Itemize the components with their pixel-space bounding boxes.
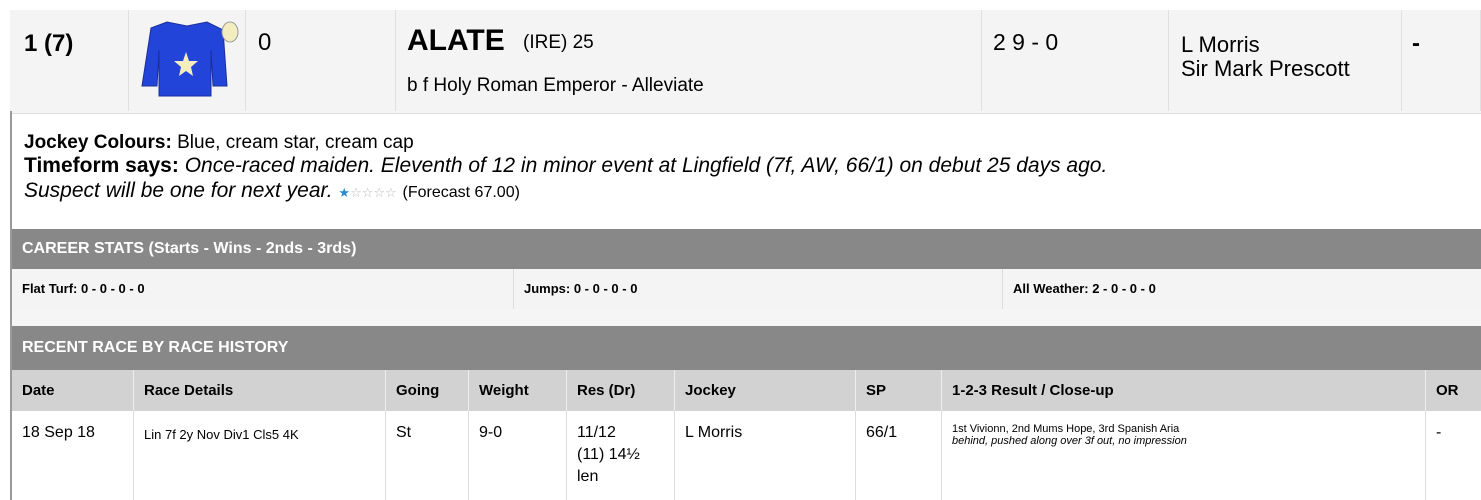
col-result[interactable]: Res (Dr) — [567, 370, 675, 411]
jockey-name[interactable]: L Morris — [1181, 32, 1260, 57]
forecast-value: (Forecast 67.00) — [402, 184, 520, 201]
jockey-trainer-cell — [1169, 10, 1402, 111]
flat-turf-stats: Flat Turf: 0 - 0 - 0 - 0 — [12, 269, 514, 309]
history-table-header — [12, 370, 1481, 411]
jumps-stats: Jumps: 0 - 0 - 0 - 0 — [514, 269, 1003, 309]
row-date: 18 Sep 18 — [12, 411, 134, 500]
row-or: - — [1436, 424, 1442, 441]
row-going: St — [386, 411, 469, 500]
horse-origin-age: (IRE) 25 — [523, 32, 594, 53]
timeform-label: Timeform says: — [24, 154, 179, 177]
timeform-comment-1: Once-raced maiden. Eleventh of 12 in minor event at Lingfield (7f, AW, 66/1) on debut 25 days ago. — [184, 154, 1108, 177]
runner-number-cell — [10, 10, 129, 111]
rating-stars — [338, 185, 396, 200]
extra-cell — [1402, 10, 1481, 111]
race-history-header: RECENT RACE BY RACE HISTORY — [12, 326, 1481, 370]
jockey-colours-line — [24, 131, 414, 154]
table-row[interactable] — [12, 411, 1481, 500]
row-placings: 1st Vivionn, 2nd Mums Hope, 3rd Spanish Aria — [952, 423, 1180, 435]
timeform-line-2 — [24, 178, 520, 205]
career-stats-row — [12, 269, 1481, 309]
row-race-details[interactable]: Lin 7f 2y Nov Div1 Cls5 4K — [134, 411, 386, 500]
col-sp[interactable]: SP — [856, 370, 942, 411]
horse-name-cell — [396, 10, 982, 111]
star-empty-icon: ☆☆☆☆ — [350, 185, 397, 200]
horse-name[interactable]: ALATE — [407, 24, 505, 57]
runner-number: 1 (7) — [24, 30, 74, 57]
col-date[interactable]: Date — [12, 370, 134, 411]
row-jockey[interactable]: L Morris — [675, 411, 856, 500]
extra-value: - — [1412, 30, 1420, 57]
col-race-details[interactable]: Race Details — [134, 370, 386, 411]
row-result: 11/12 (11) 14½ len — [567, 411, 675, 500]
silks-cell — [129, 10, 246, 111]
form-cell — [982, 10, 1169, 111]
row-comment: behind, pushed along over 3f out, no impression — [952, 435, 1187, 447]
draw-cell — [246, 10, 396, 111]
col-close-up[interactable]: 1-2-3 Result / Close-up — [942, 370, 1426, 411]
trainer-name[interactable]: Sir Mark Prescott — [1181, 56, 1350, 81]
col-going[interactable]: Going — [386, 370, 469, 411]
timeform-comment-2: Suspect will be one for next year. — [24, 179, 333, 202]
star-filled-icon: ★ — [338, 185, 351, 200]
col-or[interactable]: OR — [1436, 382, 1459, 399]
jockey-colours-label: Jockey Colours: — [24, 132, 172, 153]
form-figures: 2 9 - 0 — [993, 29, 1059, 55]
draw-value: 0 — [258, 29, 272, 56]
row-close-up — [942, 411, 1426, 500]
jockey-silks-icon — [129, 10, 246, 111]
col-weight[interactable]: Weight — [469, 370, 567, 411]
career-stats-header: CAREER STATS (Starts - Wins - 2nds - 3rds) — [12, 229, 1481, 269]
row-sp: 66/1 — [856, 411, 942, 500]
timeform-line — [24, 153, 1107, 178]
all-weather-stats: All Weather: 2 - 0 - 0 - 0 — [1013, 281, 1156, 296]
jockey-colours-value: Blue, cream star, cream cap — [177, 132, 414, 153]
runner-row — [10, 10, 1481, 111]
col-jockey[interactable]: Jockey — [675, 370, 856, 411]
horse-info — [12, 113, 1481, 229]
horse-pedigree: b f Holy Roman Emperor - Alleviate — [407, 75, 704, 96]
row-weight: 9-0 — [469, 411, 567, 500]
